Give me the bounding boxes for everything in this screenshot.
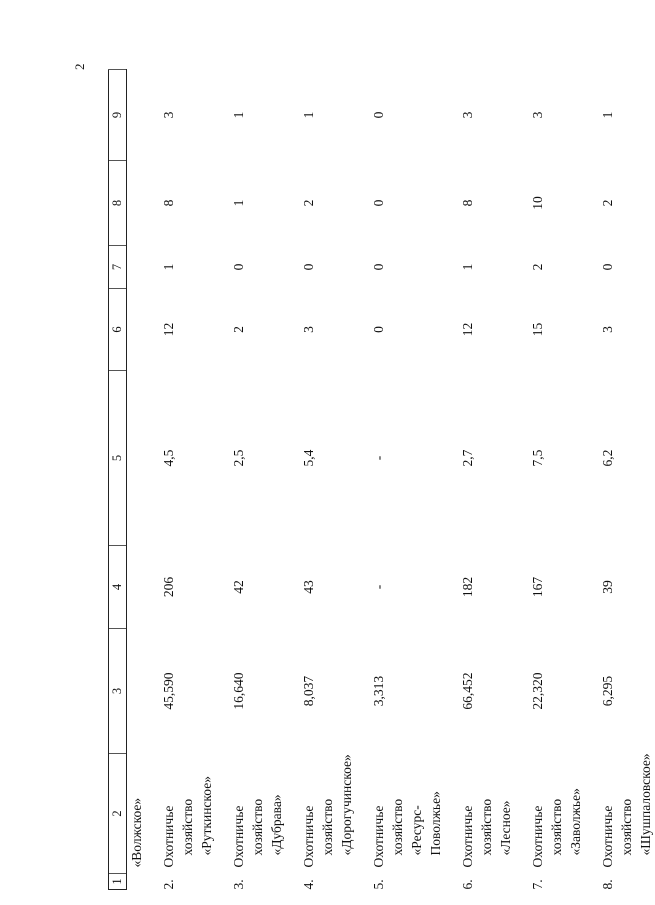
row-name [286,754,356,874]
cell-c6: 12 [161,322,176,337]
cell-c9: 1 [301,111,316,119]
cell-c5: - [371,455,386,461]
cell-c9: 0 [371,111,386,119]
row-name-line: Охотничье [530,805,545,868]
cell-c6: 12 [460,322,475,337]
cell-c6: 2 [231,326,246,333]
table-body [127,70,655,890]
cell-c6: 15 [530,322,545,337]
cell-c5: 6,2 [600,449,615,467]
row-name [216,754,286,874]
row-name [356,754,445,874]
row-number: 7. [530,879,545,890]
row-name [515,754,585,874]
cell-c8: 1 [231,199,246,207]
row-number: 4. [301,879,316,890]
header-col-3: 3 [109,629,127,754]
row-name-line: хозяйство [549,798,564,856]
row-name-line: «Дубрава» [269,794,284,856]
header-row [109,70,127,890]
continuation-row [127,70,147,890]
row-name-line: хозяйство [390,798,405,856]
cell-c8: 0 [371,199,386,207]
cell-c6: 3 [301,326,316,333]
cell-c8: 2 [301,199,316,207]
cell-c4: 206 [161,576,176,598]
table-row [216,70,286,890]
row-name-line: Охотничье [161,805,176,868]
table-row [585,70,655,890]
cell-c4: 39 [600,580,615,594]
row-name-line: «Лесное» [498,800,513,856]
cell-c8: 10 [530,196,545,210]
cell-c5: 4,5 [161,449,176,467]
cell-c5: 5,4 [301,449,316,467]
row-name-line: хозяйство [250,798,265,856]
cell-c3: 8,037 [301,675,316,707]
cell-c7: 2 [530,263,545,271]
cell-c6: 3 [600,326,615,333]
data-table [108,69,655,890]
rotated-table-sheet [108,70,653,890]
row-name-line: «Ресурс- [409,805,424,856]
cell-c9: 1 [600,111,615,119]
row-name-line: «Дорогучинское» [339,754,354,856]
row-name [585,754,655,874]
row-name-line: Охотничье [231,805,246,868]
table-header [109,70,127,890]
row-number: 8. [600,879,615,890]
continuation-name: «Волжское» [129,797,144,868]
row-name-line: Охотничье [600,805,615,868]
header-col-6: 6 [109,289,127,371]
cell-c4: 42 [231,580,246,594]
cell-c7: 0 [231,263,246,271]
cell-c9: 1 [231,111,246,119]
cell-c4: 182 [460,576,475,598]
header-col-8: 8 [109,161,127,246]
cell-c7: 0 [371,263,386,271]
cell-c4: - [371,584,386,590]
row-number: 6. [460,879,475,890]
row-name-line: хозяйство [320,798,335,856]
row-name-line: «Шушпаловское» [638,753,653,856]
table-row [356,70,445,890]
cell-c9: 3 [161,111,176,119]
cell-c5: 2,5 [231,449,246,467]
cell-c4: 43 [301,580,316,594]
cell-c8: 8 [460,199,475,207]
row-number: 5. [371,879,386,890]
cell-c7: 0 [600,263,615,271]
cell-c7: 1 [460,263,475,271]
header-col-2: 2 [109,754,127,874]
header-col-7: 7 [109,246,127,289]
table-row [146,70,216,890]
cell-c3: 45,590 [161,672,176,710]
header-col-4: 4 [109,546,127,629]
header-col-9: 9 [109,70,127,161]
row-name [445,754,515,874]
cell-c3: 66,452 [460,672,475,710]
cell-c4: 167 [530,576,545,598]
row-number: 2. [161,879,176,890]
cell-c3: 16,640 [231,672,246,710]
header-col-1: 1 [109,874,127,890]
row-name-line: Охотничье [460,805,475,868]
cell-c3: 3,313 [371,675,386,707]
row-name-line: хозяйство [180,798,195,856]
cell-c9: 3 [460,111,475,119]
cell-c5: 7,5 [530,449,545,467]
row-name-line: «Руткинское» [199,776,214,856]
row-name-line: хозяйство [479,798,494,856]
table-row [286,70,356,890]
row-name-line: Поволжье» [428,791,443,856]
cell-c6: 0 [371,326,386,333]
row-name-line: «Заволжье» [568,788,583,856]
cell-c8: 8 [161,199,176,207]
row-name [146,754,216,874]
cell-c7: 1 [161,263,176,271]
table-row [515,70,585,890]
table-row [445,70,515,890]
cell-c3: 22,320 [530,672,545,710]
row-name-line: Охотничье [301,805,316,868]
cell-c5: 2,7 [460,449,475,467]
cell-c8: 2 [600,199,615,207]
cell-c9: 3 [530,111,545,119]
page-number: 2 [72,63,87,70]
cell-c3: 6,295 [600,675,615,707]
row-name-line: хозяйство [619,798,634,856]
row-name-line: Охотничье [371,805,386,868]
header-col-5: 5 [109,371,127,546]
cell-c7: 0 [301,263,316,271]
row-number: 3. [231,879,246,890]
